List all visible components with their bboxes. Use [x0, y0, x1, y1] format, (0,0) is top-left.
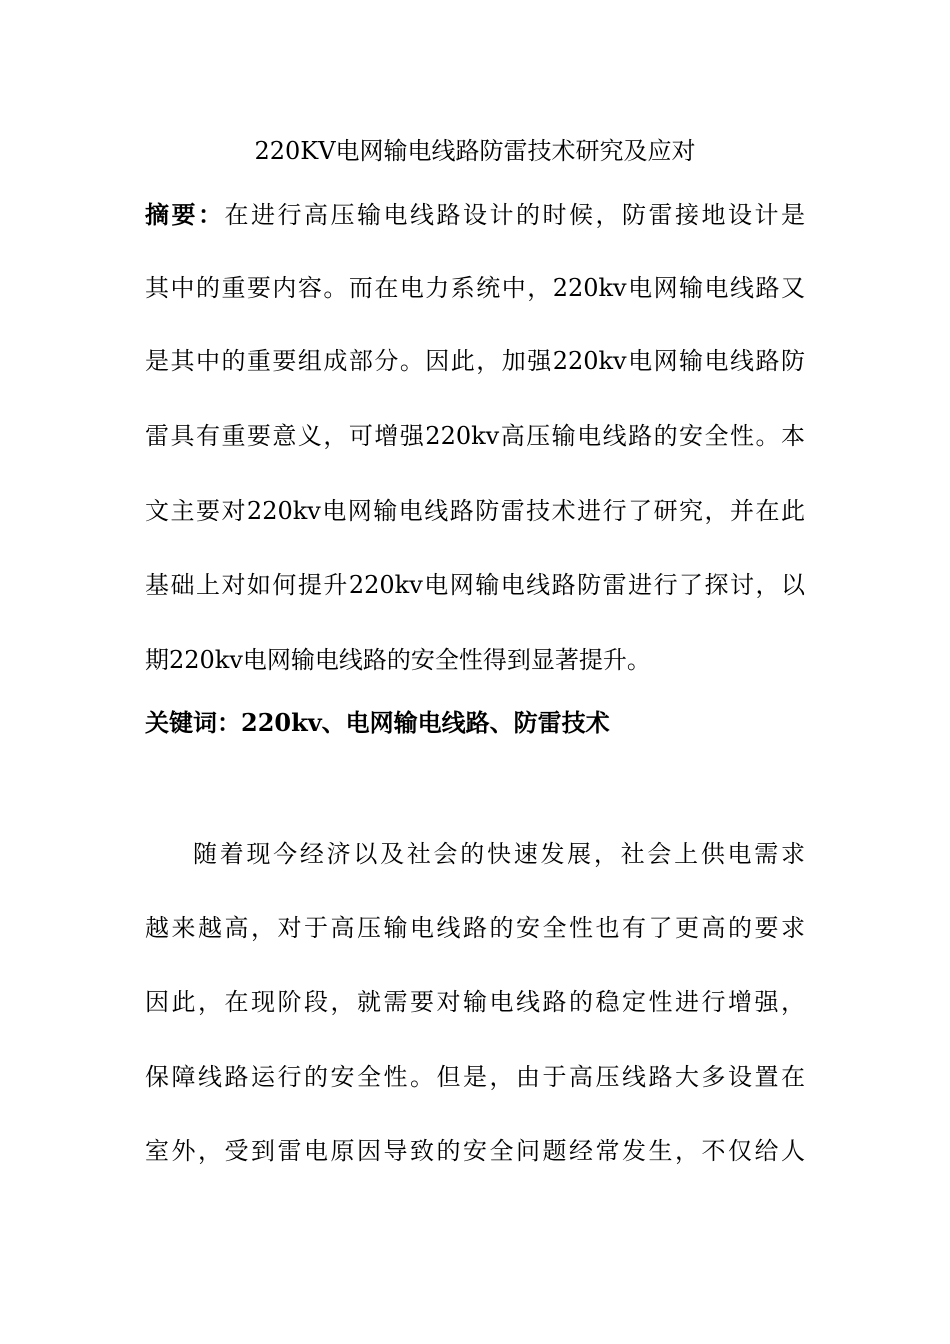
abstract-line-6: 基础上对如何提升220kv电网输电线路防雷进行了探讨，以: [145, 571, 805, 599]
body-line-2: 越来越高，对于高压输电线路的安全性也有了更高的要求: [145, 914, 805, 942]
abstract-line-3: 是其中的重要组成部分。因此，加强220kv电网输电线路防: [145, 347, 805, 375]
abstract-line-1: [145, 197, 805, 233]
abstract-label: 摘要：: [145, 200, 225, 229]
body-line-5: 室外，受到雷电原因导致的安全问题经常发生，不仅给人: [145, 1137, 805, 1165]
keywords-line: [145, 705, 805, 741]
body-line-4: 保障线路运行的安全性。但是，由于高压线路大多设置在: [145, 1063, 805, 1091]
keywords-text: 220kv、电网输电线路、防雷技术: [241, 708, 610, 737]
abstract-line-2: 其中的重要内容。而在电力系统中，220kv电网输电线路又: [145, 274, 805, 302]
document-title: 220KV电网输电线路防雷技术研究及应对: [254, 137, 696, 165]
abstract-line-7: 期220kv电网输电线路的安全性得到显著提升。: [145, 646, 651, 674]
body-line-3: 因此，在现阶段，就需要对输电线路的稳定性进行增强，: [145, 988, 805, 1016]
abstract-line-4: 雷具有重要意义，可增强220kv高压输电线路的安全性。本: [145, 422, 805, 450]
keywords-label: 关键词：: [145, 708, 241, 737]
abstract-line-5: 文主要对220kv电网输电线路防雷技术进行了研究，并在此: [145, 497, 805, 525]
abstract-text: 在进行高压输电线路设计的时候，防雷接地设计是: [224, 201, 805, 229]
body-line-1: 随着现今经济以及社会的快速发展，社会上供电需求: [193, 840, 805, 868]
